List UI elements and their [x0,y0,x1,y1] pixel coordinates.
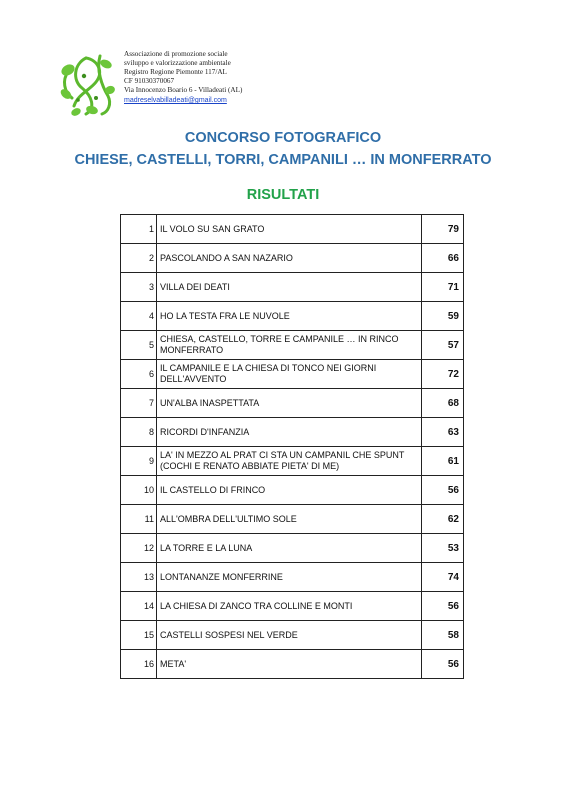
table-row [121,592,464,621]
entry-score: 57 [422,331,464,360]
entry-number: 3 [121,273,157,302]
entry-score: 56 [422,476,464,505]
entry-title: LONTANANZE MONFERRINE [157,563,422,592]
entry-number: 2 [121,244,157,273]
association-line: Via Innocenzo Boario 6 - Villadeati (AL) [124,86,243,95]
entry-number: 16 [121,650,157,679]
entry-score: 53 [422,534,464,563]
entry-score: 68 [422,389,464,418]
table-row [121,389,464,418]
contest-title: CONCORSO FOTOGRAFICO [184,130,382,146]
table-row [121,563,464,592]
entry-score: 63 [422,418,464,447]
entry-number: 14 [121,592,157,621]
association-line: Associazione di promozione sociale [124,50,228,58]
table-row [121,418,464,447]
table-row [121,215,464,244]
table-row [121,331,464,360]
entry-title: RICORDI D'INFANZIA [157,418,422,447]
entry-title: IL CAMPANILE E LA CHIESA DI TONCO NEI GIORNI DELL'AVVENTO [157,360,422,389]
email-link[interactable]: madreselvabilladeati@gmail.com [124,97,227,105]
entry-number: 10 [121,476,157,505]
table-row [121,447,464,476]
entry-number: 4 [121,302,157,331]
table-row [121,360,464,389]
entry-number: 12 [121,534,157,563]
entry-title: ALL'OMBRA DELL'ULTIMO SOLE [157,505,422,534]
entry-score: 72 [422,360,464,389]
entry-title: IL VOLO SU SAN GRATO [157,215,422,244]
entry-score: 56 [422,650,464,679]
entry-title: PASCOLANDO A SAN NAZARIO [157,244,422,273]
entry-number: 1 [121,215,157,244]
entry-score: 74 [422,563,464,592]
table-row [121,534,464,563]
entry-title: HO LA TESTA FRA LE NUVOLE [157,302,422,331]
table-row [121,621,464,650]
association-line: CF 91030370067 [124,77,175,86]
entry-title: LA TORRE E LA LUNA [157,534,422,563]
table-row [121,476,464,505]
entry-score: 59 [422,302,464,331]
entry-title: META' [157,650,422,679]
entry-score: 62 [422,505,464,534]
entry-score: 61 [422,447,464,476]
association-info [124,50,344,106]
contest-theme: CHIESE, CASTELLI, TORRI, CAMPANILI … IN MONFERRATO [74,152,492,168]
table-row [121,273,464,302]
entry-title: LA' IN MEZZO AL PRAT CI STA UN CAMPANIL CHE SPUNT (COCHI E RENATO ABBIATE PIETA' DI ME) [157,447,422,476]
table-row [121,505,464,534]
table-row [121,302,464,331]
entry-number: 9 [121,447,157,476]
entry-score: 79 [422,215,464,244]
entry-number: 15 [121,621,157,650]
entry-number: 5 [121,331,157,360]
entry-number: 13 [121,563,157,592]
table-row [121,650,464,679]
entry-title: CASTELLI SOSPESI NEL VERDE [157,621,422,650]
entry-title: CHIESA, CASTELLO, TORRE E CAMPANILE … IN RINCO MONFERRATO [157,331,422,360]
entry-score: 66 [422,244,464,273]
entry-score: 58 [422,621,464,650]
association-line: Registro Regione Piemonte 117/AL [124,68,227,77]
entry-number: 8 [121,418,157,447]
entry-score: 71 [422,273,464,302]
entry-title: LA CHIESA DI ZANCO TRA COLLINE E MONTI [157,592,422,621]
results-table [120,214,464,679]
entry-title: UN'ALBA INASPETTATA [157,389,422,418]
results-heading: RISULTATI [246,187,320,203]
table-row [121,244,464,273]
entry-number: 7 [121,389,157,418]
entry-score: 56 [422,592,464,621]
entry-number: 11 [121,505,157,534]
entry-title: VILLA DEI DEATI [157,273,422,302]
leaf-vine-logo-icon [56,50,118,118]
entry-title: IL CASTELLO DI FRINCO [157,476,422,505]
entry-number: 6 [121,360,157,389]
association-line: sviluppo e valorizzazione ambientale [124,59,231,68]
